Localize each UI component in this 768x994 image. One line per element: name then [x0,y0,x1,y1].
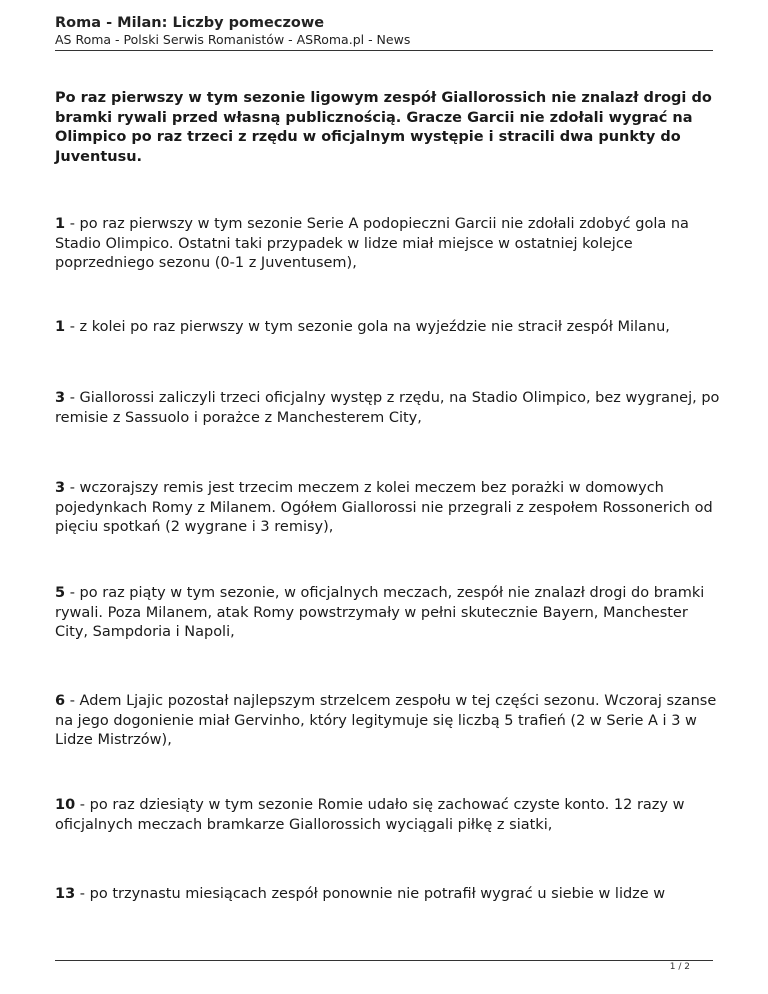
page-header [55,14,713,48]
fact-text: - z kolei po raz pierwszy w tym sezonie gola na wyjeździe nie stracił zespół Milanu, [65,319,670,335]
fact-number: 6 [55,693,66,709]
fact-text: - po raz piąty w tym sezonie, w oficjalnych meczach, zespół nie znalazł drogi do bramki rywali. Poza Milanem, atak Romy powstrzymały w pełni skutecznie Bayern, Manchester City, Sampdoria i Napoli, [55,585,705,640]
fact-item [55,389,720,428]
document-title: Roma - Milan: Liczby pomeczowe [55,15,325,31]
fact-text: - wczorajszy remis jest trzecim meczem z kolei meczem bez porażki w domowych pojedynkach Romy z Milanem. Ogółem Giallorossi nie przegrali z zespołem Rossonerich od pięciu spotkań (2 wygrane i 3 remisy), [55,480,713,535]
fact-number: 3 [55,480,66,496]
article-lead: Po raz pierwszy w tym sezonie ligowym zespół Giallorossich nie znalazł drogi do bramki rywali przed własną publicznością. Gracze Garcii nie zdołali wygrać na Olimpico po raz trzeci z rzędu w oficjalnym występie i stracili dwa punkty do Juventusu. [55,90,712,165]
page-number: 1 / 2 [669,962,690,972]
fact-text: - po raz pierwszy w tym sezonie Serie A podopieczni Garcii nie zdołali zdobyć gola na Stadio Olimpico. Ostatni taki przypadek w lidze miał miejsce w ostatniej kolejce poprzedniego sezonu (0-1 z Juventusem), [55,216,689,271]
fact-item [55,692,720,751]
fact-item [55,318,720,338]
header-divider [55,50,713,51]
fact-text: - Adem Ljajic pozostał najlepszym strzelcem zespołu w tej części sezonu. Wczoraj szanse na jego dogonienie miał Gervinho, który legitymuje się liczbą 5 trafień (2 w Serie A i 3 w Lidze Mistrzów), [55,693,717,748]
fact-number: 13 [55,886,76,902]
fact-number: 1 [55,319,66,335]
fact-item [55,215,720,274]
fact-item [55,885,720,905]
fact-number: 1 [55,216,66,232]
document-subtitle: AS Roma - Polski Serwis Romanistów - ASRoma.pl - News [55,32,411,47]
fact-number: 10 [55,797,76,813]
fact-item [55,796,720,835]
fact-number: 5 [55,585,66,601]
fact-text: - Giallorossi zaliczyli trzeci oficjalny występ z rzędu, na Stadio Olimpico, bez wygranej, po remisie z Sassuolo i porażce z Manchesterem City, [55,390,720,426]
fact-item [55,479,720,538]
fact-item [55,584,720,643]
fact-text: - po raz dziesiąty w tym sezonie Romie udało się zachować czyste konto. 12 razy w oficjalnych meczach bramkarze Giallorossich wyciągali piłkę z siatki, [55,797,685,833]
fact-number: 3 [55,390,66,406]
fact-text: - po trzynastu miesiącach zespół ponownie nie potrafił wygrać u siebie w lidze w [75,886,666,902]
footer-divider [55,960,713,961]
